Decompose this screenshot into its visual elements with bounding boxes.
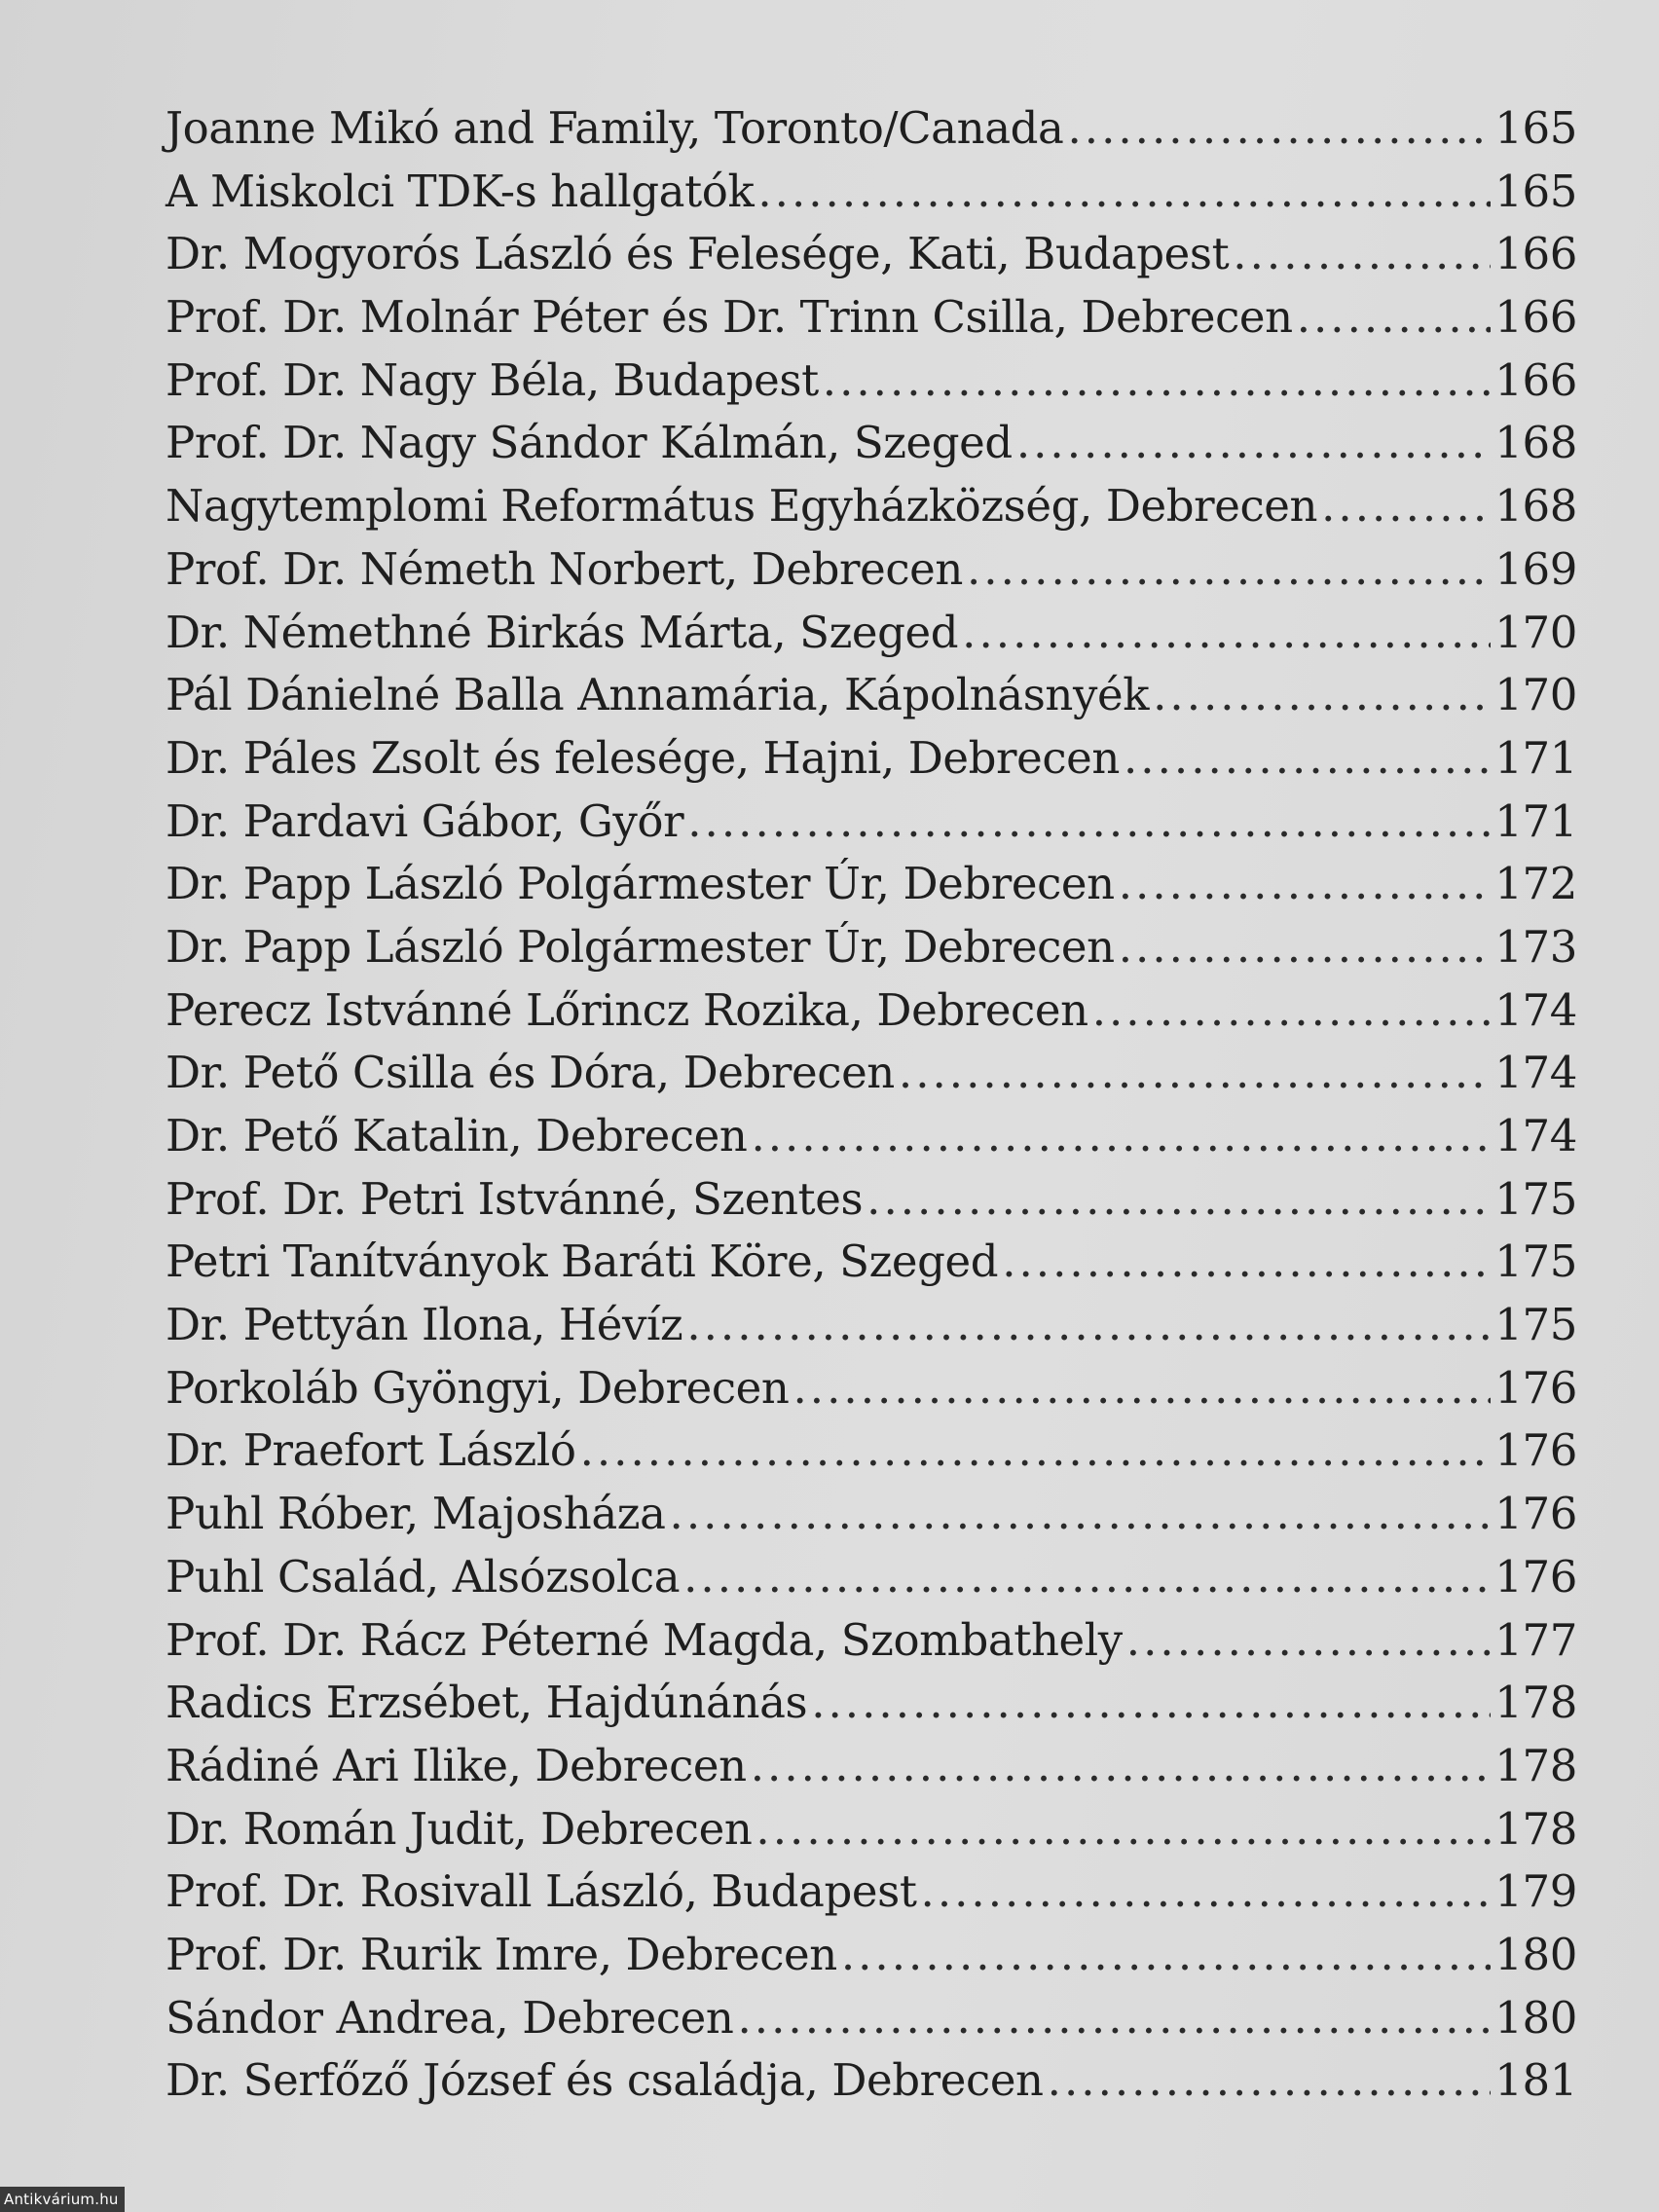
toc-entry <box>166 1735 1577 1798</box>
toc-entry <box>166 602 1577 665</box>
toc-entry <box>166 727 1577 791</box>
dot-leader <box>1153 664 1491 727</box>
page-number: 165 <box>1494 165 1577 217</box>
page-number: 176 <box>1494 1361 1577 1414</box>
page-number: 178 <box>1494 1677 1577 1729</box>
entry-name: Dr. Román Judit, Debrecen <box>166 1802 753 1855</box>
page-number: 171 <box>1494 731 1577 784</box>
dot-leader <box>899 1042 1491 1105</box>
dot-leader <box>1119 853 1492 916</box>
page-number: 176 <box>1494 1424 1577 1477</box>
toc-entry <box>166 1546 1577 1609</box>
page-number: 174 <box>1494 1047 1577 1099</box>
dot-leader <box>751 1105 1491 1168</box>
toc-entry <box>166 853 1577 916</box>
page-number: 180 <box>1494 1991 1577 2044</box>
toc-entry <box>166 979 1577 1043</box>
toc-entry <box>166 1861 1577 1924</box>
watermark: Antikvárium.hu <box>0 2187 125 2212</box>
dot-leader <box>921 1861 1492 1924</box>
entry-name: Prof. Dr. Nagy Béla, Budapest <box>166 353 819 406</box>
entry-name: Puhl Róber, Majosháza <box>166 1488 666 1540</box>
page-number: 181 <box>1494 2054 1577 2107</box>
dot-leader <box>1124 727 1491 791</box>
toc-entry <box>166 1483 1577 1546</box>
dot-leader <box>962 602 1491 665</box>
dot-leader <box>756 1798 1491 1862</box>
dot-leader <box>1321 475 1491 538</box>
dot-leader <box>1048 2049 1492 2113</box>
entry-name: Dr. Papp László Polgármester Úr, Debrecen <box>166 858 1115 910</box>
page-number: 176 <box>1494 1488 1577 1540</box>
dot-leader <box>580 1419 1492 1483</box>
entry-name: Prof. Dr. Rurik Imre, Debrecen <box>166 1928 837 1980</box>
toc-entry <box>166 1798 1577 1862</box>
page-number: 173 <box>1494 920 1577 973</box>
entry-name: Prof. Dr. Rosivall László, Budapest <box>166 1865 917 1918</box>
dot-leader <box>670 1483 1492 1546</box>
dot-leader <box>738 1987 1492 2050</box>
dot-leader <box>1067 97 1491 161</box>
entry-name: Rádiné Ari Ilike, Debrecen <box>166 1739 747 1791</box>
dot-leader <box>1126 1609 1492 1673</box>
page-number: 174 <box>1494 983 1577 1036</box>
entry-name: Dr. Némethné Birkás Márta, Szeged <box>166 606 959 658</box>
dot-leader <box>683 1546 1491 1609</box>
page-number: 178 <box>1494 1802 1577 1855</box>
page-number: 171 <box>1494 794 1577 847</box>
entry-name: Perecz Istvánné Lőrincz Rozika, Debrecen <box>166 983 1088 1036</box>
entry-name: Petri Tanítványok Baráti Köre, Szeged <box>166 1235 999 1288</box>
entry-name: A Miskolci TDK-s hallgatók <box>166 165 755 217</box>
toc-entry <box>166 1168 1577 1232</box>
dot-leader <box>687 791 1491 854</box>
table-of-contents <box>166 97 1577 2113</box>
toc-entry <box>166 1987 1577 2050</box>
toc-entry <box>166 664 1577 727</box>
dot-leader <box>751 1735 1492 1798</box>
toc-entry <box>166 1231 1577 1294</box>
dot-leader <box>757 161 1491 224</box>
entry-name: Joanne Mikó and Family, Toronto/Canada <box>166 102 1064 154</box>
dot-leader <box>967 538 1491 602</box>
entry-name: Dr. Pardavi Gábor, Győr <box>166 794 684 847</box>
page-number: 175 <box>1494 1235 1577 1288</box>
page-number: 168 <box>1494 417 1577 469</box>
dot-leader <box>811 1672 1491 1735</box>
toc-entry <box>166 350 1577 413</box>
page-number: 165 <box>1494 102 1577 154</box>
page-number: 172 <box>1494 858 1577 910</box>
toc-entry <box>166 223 1577 286</box>
entry-name: Dr. Pető Katalin, Debrecen <box>166 1110 748 1161</box>
page-number: 178 <box>1494 1739 1577 1791</box>
entry-name: Dr. Serfőző József és családja, Debrecen <box>166 2054 1044 2107</box>
page-number: 177 <box>1494 1613 1577 1666</box>
dot-leader <box>841 1924 1491 1987</box>
toc-entry <box>166 1105 1577 1168</box>
dot-leader <box>1119 916 1492 979</box>
page-number: 168 <box>1494 480 1577 533</box>
page-number: 166 <box>1494 291 1577 344</box>
toc-entry <box>166 286 1577 350</box>
page-number: 176 <box>1494 1550 1577 1603</box>
dot-leader <box>1297 286 1492 350</box>
entry-name: Dr. Papp László Polgármester Úr, Debrecen <box>166 920 1115 973</box>
entry-name: Dr. Mogyorós László és Felesége, Kati, Budapest <box>166 228 1230 280</box>
toc-entry <box>166 1042 1577 1105</box>
dot-leader <box>866 1168 1491 1232</box>
entry-name: Radics Erzsébet, Hajdúnánás <box>166 1677 808 1729</box>
entry-name: Prof. Dr. Molnár Péter és Dr. Trinn Csilla, Debrecen <box>166 291 1293 344</box>
entry-name: Puhl Család, Alsózsolca <box>166 1550 681 1603</box>
entry-name: Dr. Páles Zsolt és felesége, Hajni, Debrecen <box>166 731 1120 784</box>
entry-name: Prof. Dr. Nagy Sándor Kálmán, Szeged <box>166 417 1013 469</box>
page-number: 166 <box>1494 228 1577 280</box>
dot-leader <box>1016 412 1491 475</box>
toc-entry <box>166 1357 1577 1420</box>
page-number: 174 <box>1494 1110 1577 1161</box>
toc-entry <box>166 1294 1577 1357</box>
toc-entry <box>166 916 1577 979</box>
page-number: 175 <box>1494 1299 1577 1351</box>
toc-entry <box>166 1609 1577 1673</box>
dot-leader <box>1092 979 1492 1043</box>
entry-name: Dr. Pettyán Ilona, Hévíz <box>166 1299 683 1351</box>
toc-entry <box>166 412 1577 475</box>
entry-name: Dr. Pető Csilla és Dóra, Debrecen <box>166 1047 895 1099</box>
entry-name: Prof. Dr. Rácz Péterné Magda, Szombathely <box>166 1613 1123 1666</box>
entry-name: Prof. Dr. Németh Norbert, Debrecen <box>166 542 963 595</box>
toc-entry <box>166 1672 1577 1735</box>
page-number: 179 <box>1494 1865 1577 1918</box>
toc-entry <box>166 161 1577 224</box>
page-number: 169 <box>1494 542 1577 595</box>
entry-name: Pál Dánielné Balla Annamária, Kápolnásnyék <box>166 669 1150 721</box>
page-number: 170 <box>1494 606 1577 658</box>
toc-entry <box>166 1924 1577 1987</box>
toc-entry <box>166 2049 1577 2113</box>
entry-name: Prof. Dr. Petri Istvánné, Szentes <box>166 1172 864 1225</box>
entry-name: Nagytemplomi Református Egyházközség, Debrecen <box>166 480 1318 533</box>
toc-entry <box>166 97 1577 161</box>
dot-leader <box>1002 1231 1491 1294</box>
dot-leader <box>793 1357 1492 1420</box>
entry-name: Porkoláb Gyöngyi, Debrecen <box>166 1361 790 1414</box>
dot-leader <box>823 350 1492 413</box>
dot-leader <box>1233 223 1491 286</box>
dot-leader <box>686 1294 1491 1357</box>
toc-entry <box>166 1419 1577 1483</box>
toc-entry <box>166 791 1577 854</box>
page-number: 170 <box>1494 669 1577 721</box>
page-number: 180 <box>1494 1928 1577 1980</box>
page-number: 175 <box>1494 1172 1577 1225</box>
page-number: 166 <box>1494 353 1577 406</box>
toc-entry <box>166 475 1577 538</box>
toc-entry <box>166 538 1577 602</box>
entry-name: Dr. Praefort László <box>166 1424 576 1477</box>
entry-name: Sándor Andrea, Debrecen <box>166 1991 734 2044</box>
